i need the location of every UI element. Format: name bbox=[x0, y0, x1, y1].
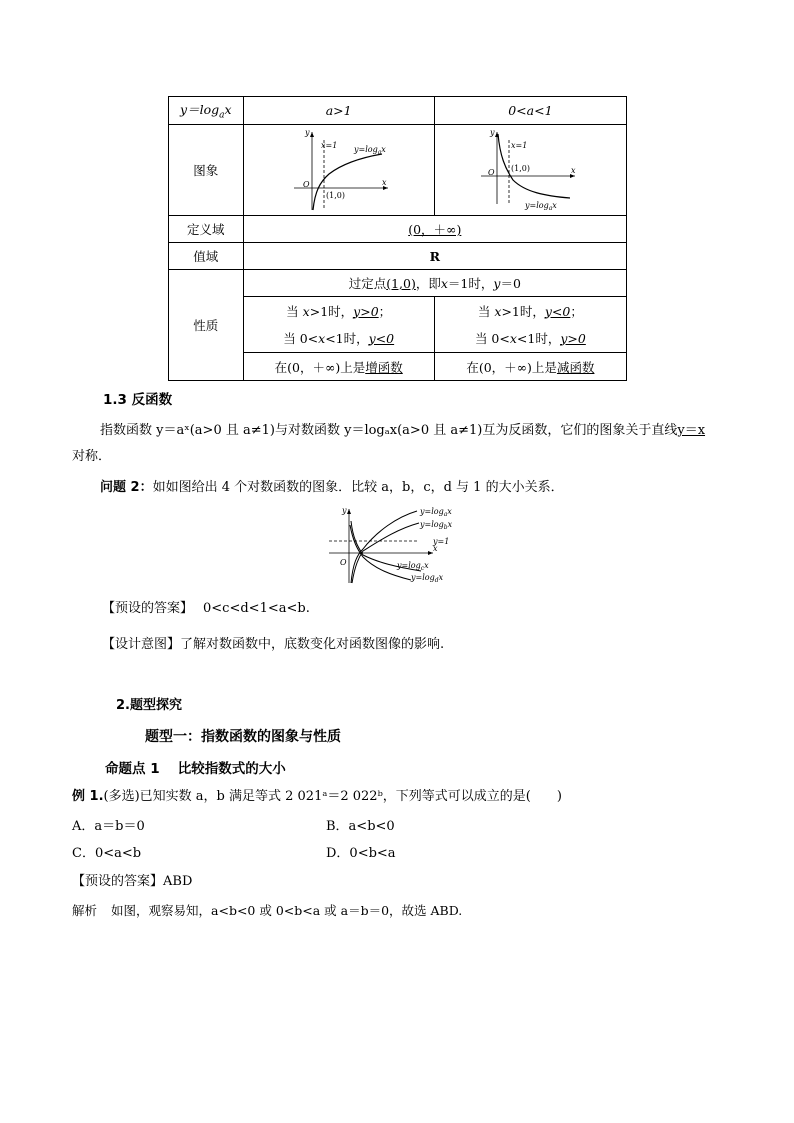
four-log-curves-graph bbox=[325, 503, 460, 585]
sign-case2: 当 x>1时，y<0； 当 0<x<1时，y>0 bbox=[434, 297, 626, 353]
svg-text:y: y bbox=[342, 506, 347, 515]
svg-text:O: O bbox=[488, 167, 495, 177]
svg-text:(1,0): (1,0) bbox=[325, 190, 345, 200]
monotonic-case2: 在(0，＋∞)上是减函数 bbox=[434, 353, 626, 381]
fixed-point-row: 过定点(1,0)，即x＝1时，y＝0 bbox=[243, 270, 626, 297]
option-d: D．0<b<a bbox=[326, 846, 396, 861]
header-case2-cell: 0<a<1 bbox=[434, 97, 626, 125]
point-1-title: 命题点 1 比较指数式的大小 bbox=[105, 761, 286, 777]
type-1-title: 题型一：指数函数的图象与性质 bbox=[145, 729, 341, 745]
svg-text:x: x bbox=[381, 177, 387, 187]
range-label: 值域 bbox=[169, 243, 244, 270]
svg-text:y=logcx: $y=\log_cx$ bbox=[397, 561, 429, 572]
preset-answer-1: 【预设的答案】 0<c<d<1<a<b. bbox=[102, 601, 310, 616]
log-function-table bbox=[168, 96, 627, 381]
preset-answer-2: 【预设的答案】ABD bbox=[72, 874, 193, 889]
sign-case1: 当 x>1时，y>0； 当 0<x<1时，y<0 bbox=[243, 297, 434, 353]
svg-text:x: x bbox=[571, 165, 576, 175]
svg-text:y=logax: $y=\log_ax$ bbox=[353, 144, 386, 156]
option-a: A．a＝b＝0 bbox=[72, 819, 145, 834]
graph-increasing-cell bbox=[243, 125, 434, 216]
analysis: 解析 如图，观察易知，a<b<0 或 0<b<a 或 a＝b＝0，故选 ABD. bbox=[72, 903, 463, 918]
monotonic-case1: 在(0，＋∞)上是增函数 bbox=[243, 353, 434, 381]
section-title-types: 2.题型探究 bbox=[116, 698, 182, 713]
svg-text:(1,0): (1,0) bbox=[511, 163, 531, 173]
design-intent: 【设计意图】了解对数函数中，底数变化对函数图像的影响. bbox=[102, 637, 445, 652]
svg-text:y: y bbox=[304, 127, 310, 137]
svg-text:y=logax: $y=\log_ax$ bbox=[525, 200, 558, 212]
domain-value: (0，＋∞) bbox=[243, 216, 626, 243]
svg-text:y=logbx: $y=\log_bx$ bbox=[420, 520, 453, 531]
header-case1-cell: a>1 bbox=[243, 97, 434, 125]
option-c: C．0<a<b bbox=[72, 846, 142, 861]
graph-decreasing-cell bbox=[434, 125, 626, 216]
inverse-paragraph-line1: 指数函数 y＝aˣ(a>0 且 a≠1)与对数函数 y＝logₐx(a>0 且 a≠1)互为反函数，它们的图象关于直线y＝x bbox=[100, 423, 706, 438]
log-increasing-graph bbox=[284, 126, 394, 212]
graph-label: 图象 bbox=[169, 125, 244, 216]
svg-text:y=logax: $y=\log_ax$ bbox=[420, 507, 452, 518]
svg-text:y=1: y=1 bbox=[433, 537, 450, 546]
option-b: B．a<b<0 bbox=[326, 819, 395, 834]
svg-text:x=1: x=1 bbox=[511, 140, 528, 150]
domain-label: 定义域 bbox=[169, 216, 244, 243]
inverse-paragraph-line2: 对称． bbox=[72, 449, 112, 464]
log-decreasing-graph bbox=[475, 126, 585, 212]
example-1: 例 1.(多选)已知实数 a，b 满足等式 2 021ᵃ＝2 022ᵇ，下列等式可以成立的是( ) bbox=[72, 789, 562, 804]
svg-text:x: x bbox=[433, 544, 438, 553]
svg-text:y: y bbox=[490, 127, 495, 137]
property-label: 性质 bbox=[169, 270, 244, 381]
section-title-inverse: 1.3 反函数 bbox=[103, 392, 173, 408]
svg-text:x=1: x=1 bbox=[320, 140, 337, 150]
range-value: R bbox=[243, 243, 626, 270]
svg-text:y=logdx: $y=\log_dx$ bbox=[411, 573, 444, 584]
svg-text:O: O bbox=[340, 558, 347, 567]
svg-text:O: O bbox=[302, 179, 310, 189]
header-func-cell: $y=\log_ax$ bbox=[169, 97, 244, 125]
question-2: 问题 2：如如图给出 4 个对数函数的图象．比较 a，b，c，d 与 1 的大小关系． bbox=[100, 480, 564, 495]
